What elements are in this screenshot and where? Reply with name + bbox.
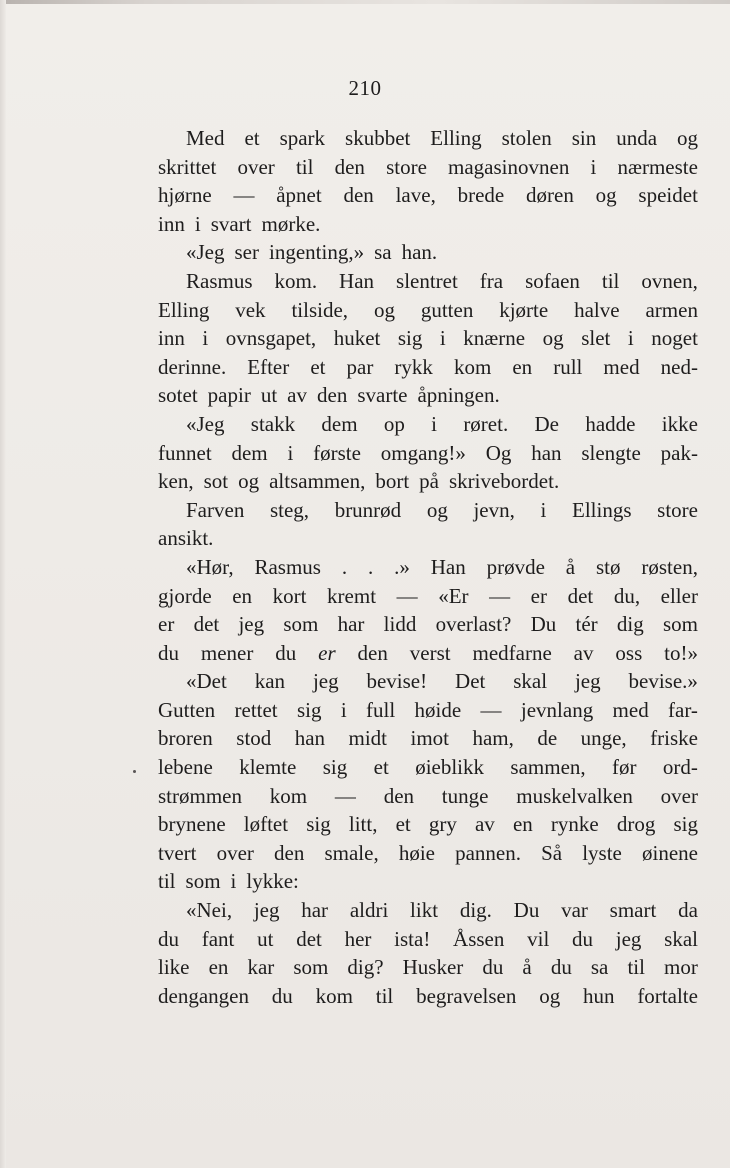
text-line (158, 496, 698, 525)
word: inn (158, 326, 185, 351)
word: slet (581, 326, 611, 351)
word: verst (409, 640, 451, 665)
word: du, (613, 583, 641, 608)
word: tilside, (291, 297, 349, 322)
word: «Jeg (186, 411, 225, 436)
word: og (542, 326, 564, 351)
word: hun (583, 983, 615, 1008)
word: kremt (327, 583, 377, 608)
word: den (274, 840, 305, 865)
word: han. (401, 240, 438, 265)
word: ser (234, 240, 259, 265)
text-line (158, 896, 698, 925)
word: skubbet (345, 126, 411, 150)
word: pak- (660, 440, 698, 465)
word: unge, (580, 726, 627, 751)
word: han (531, 440, 562, 465)
word: broren (158, 726, 213, 751)
word: hadde (585, 411, 636, 436)
word: op (383, 411, 405, 436)
word: kar (247, 955, 275, 980)
word: det (567, 583, 594, 608)
word: og (539, 983, 561, 1008)
text-line (158, 524, 698, 553)
word: noget (651, 326, 698, 351)
text-line (158, 439, 698, 468)
word: derinne. (158, 354, 227, 379)
word: kjørte (499, 297, 549, 322)
word: et (373, 755, 389, 780)
word: av (474, 812, 495, 837)
word: høie (398, 840, 435, 865)
word: du (158, 640, 179, 665)
word: sammen, (510, 755, 586, 780)
text-line (158, 296, 698, 325)
text-line (158, 467, 698, 496)
word: høide (414, 697, 462, 722)
word: kan (254, 669, 286, 694)
word: slengte (581, 440, 641, 465)
word: sig (322, 755, 348, 780)
word: dem (321, 411, 358, 436)
word: knærne (463, 326, 526, 351)
word: den (343, 183, 374, 208)
word: i (439, 326, 446, 351)
word: ord- (662, 755, 698, 780)
text-line (158, 238, 698, 267)
word: dem (231, 440, 268, 465)
word: altsammen, (269, 469, 366, 494)
word: fortalte (637, 983, 698, 1008)
word: like (158, 955, 190, 980)
word: vek (235, 297, 266, 322)
word: store (657, 497, 698, 522)
word: øinene (641, 840, 698, 865)
word: en (512, 812, 533, 837)
word: skrivebordet. (448, 469, 560, 494)
word: Med (186, 126, 225, 150)
word: .» (394, 554, 410, 579)
word: er (530, 583, 547, 608)
word: Og (485, 440, 512, 465)
word: jeg (238, 612, 265, 637)
word: i (540, 497, 547, 522)
word: gry (428, 812, 457, 837)
word: medfarne (472, 640, 552, 665)
word: Det (455, 669, 486, 694)
word: til (158, 869, 176, 894)
word: halve (574, 297, 620, 322)
word: far- (668, 697, 698, 722)
word: bort (375, 469, 410, 494)
text-line (158, 610, 698, 639)
word: ista! (394, 926, 431, 951)
word: og (373, 297, 395, 322)
word: ut (260, 383, 278, 408)
word: et (310, 354, 326, 379)
word: som (283, 612, 319, 637)
word: dig? (347, 955, 384, 980)
word: svart (210, 211, 252, 236)
word: De (534, 411, 560, 436)
word: tér (575, 612, 598, 637)
word: sa (590, 955, 609, 980)
word: i (230, 869, 237, 894)
word: har (301, 898, 329, 923)
word: Så (541, 840, 563, 865)
text-line (158, 124, 698, 153)
word: til (295, 154, 314, 179)
word: — (396, 583, 418, 608)
text-line (158, 724, 698, 753)
word: jeg (253, 898, 280, 923)
word: en (208, 955, 229, 980)
text-line (158, 782, 698, 811)
word: med (603, 354, 640, 379)
word: over (660, 783, 698, 808)
word: til (627, 955, 645, 980)
word: et (244, 126, 260, 150)
word: fra (479, 268, 504, 293)
word: og (426, 497, 448, 522)
word: sa (374, 240, 392, 265)
word: pannen. (455, 840, 521, 865)
word: rykk (394, 354, 433, 379)
word: i (627, 326, 634, 351)
word: å (522, 955, 532, 980)
word: kort (272, 583, 307, 608)
word: tvert (158, 840, 197, 865)
page-left-edge (0, 0, 6, 1168)
word: brunrød (334, 497, 402, 522)
word: rynke (550, 812, 599, 837)
word: døren (526, 183, 574, 208)
word: «Er (438, 583, 469, 608)
word: «Det (186, 669, 227, 694)
word: — (480, 697, 502, 722)
word: jeg (574, 669, 601, 694)
word: — (233, 183, 255, 208)
word: jevn, (473, 497, 515, 522)
word: brynene (158, 812, 226, 837)
word: i (287, 440, 294, 465)
word: da (678, 898, 698, 923)
word: lave, (395, 183, 436, 208)
word: over (216, 840, 254, 865)
word: i (340, 697, 347, 722)
word: kom (453, 354, 492, 379)
word: stakk (250, 411, 296, 436)
word: den (383, 783, 415, 808)
margin-mark (133, 770, 136, 773)
word: som (662, 612, 698, 637)
body-text (158, 124, 698, 1010)
word: sotet (158, 383, 198, 408)
word: Rasmus (254, 554, 321, 579)
word: ham, (472, 726, 514, 751)
text-line (158, 267, 698, 296)
word: sig (397, 326, 423, 351)
word: av (573, 640, 594, 665)
word: Du (530, 612, 557, 637)
word: skal (513, 669, 548, 694)
word: i (194, 211, 201, 236)
word: nærmeste (617, 154, 698, 179)
word: omgang!» (380, 440, 466, 465)
word: smart (609, 898, 657, 923)
word: som (185, 869, 221, 894)
word: imot (410, 726, 449, 751)
word: Farven (186, 497, 245, 522)
word: han (294, 726, 326, 751)
word: rull (553, 354, 583, 379)
word: inn (158, 211, 185, 236)
text-line (158, 410, 698, 439)
word: Han (430, 554, 466, 579)
word: de (537, 726, 558, 751)
word: ut (257, 926, 274, 951)
word: åpnet (276, 183, 322, 208)
word: gutten (420, 297, 474, 322)
word: kom. (274, 268, 318, 293)
word: «Jeg (186, 240, 225, 265)
word: lidd (383, 612, 417, 637)
word: magasinovnen (448, 154, 570, 179)
text-line (158, 667, 698, 696)
word: to!» (664, 640, 698, 665)
word: . (367, 554, 374, 579)
text-line (158, 810, 698, 839)
text-line (158, 839, 698, 868)
word: ingenting,» (269, 240, 365, 265)
word: mor (664, 955, 698, 980)
word: dengangen (158, 983, 249, 1008)
word: jevnlang (520, 697, 594, 722)
word: sin (571, 126, 597, 150)
word: du (275, 640, 297, 665)
word: kom (269, 783, 308, 808)
word: gjorde (158, 583, 212, 608)
word: røsten, (641, 554, 698, 579)
word: som (293, 955, 329, 980)
word: i (431, 411, 438, 436)
word: en (512, 354, 533, 379)
word: vil (527, 926, 550, 951)
word: sig (296, 697, 322, 722)
word: med (612, 697, 649, 722)
word: steg, (269, 497, 310, 522)
word: Gutten (158, 697, 216, 722)
word: Efter (247, 354, 290, 379)
word: spark (279, 126, 326, 150)
text-line (158, 153, 698, 182)
text-line (158, 753, 698, 782)
word: det (193, 612, 220, 637)
word: litt, (348, 812, 378, 837)
word: lykke: (246, 869, 299, 894)
word: svarte (357, 383, 408, 408)
word: å (565, 554, 576, 579)
text-line (158, 696, 698, 725)
word: tunge (441, 783, 489, 808)
word: til (375, 983, 394, 1008)
word: ansikt. (158, 526, 214, 551)
word: rettet (234, 697, 278, 722)
word: ikke (661, 411, 698, 436)
text-line (158, 925, 698, 954)
word: den (317, 383, 348, 408)
word: det (296, 926, 322, 951)
word: oss (615, 640, 643, 665)
word: og (238, 469, 260, 494)
word: røret. (463, 411, 509, 436)
word: den (357, 640, 388, 665)
word: du (572, 926, 594, 951)
word: et (395, 812, 411, 837)
word: lyste (582, 840, 622, 865)
word: sofaen (525, 268, 580, 293)
word: Rasmus (186, 268, 253, 293)
text-line (158, 181, 698, 210)
word: full (366, 697, 396, 722)
text-line (158, 639, 698, 668)
word: «Nei, (186, 898, 233, 923)
word: begravelsen (416, 983, 517, 1008)
word: du (271, 983, 293, 1008)
word: midt (348, 726, 388, 751)
word: dig (616, 612, 644, 637)
word: papir (207, 383, 251, 408)
word: Han (339, 268, 375, 293)
word: stolen (501, 126, 552, 150)
word: er (318, 640, 336, 665)
word: kom (315, 983, 353, 1008)
word: — (334, 783, 356, 808)
word: på (419, 469, 439, 494)
word: stod (236, 726, 272, 751)
word: — (489, 583, 511, 608)
word: mørke. (261, 211, 321, 236)
word: prøvde (486, 554, 545, 579)
word: sig (673, 812, 698, 837)
word: bevise! (366, 669, 428, 694)
word: par (346, 354, 374, 379)
word: eller (660, 583, 698, 608)
word: ovnsgapet, (225, 326, 317, 351)
word: sig (306, 812, 331, 837)
word: av (287, 383, 307, 408)
word: mener (200, 640, 254, 665)
word: har (337, 612, 365, 637)
word: du (482, 955, 504, 980)
word: ken, (158, 469, 194, 494)
word: «Hør, (186, 554, 234, 579)
word: til (601, 268, 620, 293)
word: en (232, 583, 253, 608)
page-top-edge (0, 0, 730, 4)
word: var (561, 898, 588, 923)
word: og (595, 183, 617, 208)
word: . (341, 554, 348, 579)
word: ned- (660, 354, 698, 379)
word: skal (664, 926, 698, 951)
word: hjørne (158, 183, 212, 208)
word: du (158, 926, 179, 951)
text-line (158, 353, 698, 382)
word: dig. (459, 898, 492, 923)
word: drog (616, 812, 656, 837)
word: store (386, 154, 427, 179)
word: brede (457, 183, 505, 208)
word: Åssen (453, 926, 505, 951)
word: jeg (312, 669, 339, 694)
text-line (158, 210, 698, 239)
word: skrittet (158, 154, 217, 179)
word: jeg (615, 926, 642, 951)
word: overlast? (435, 612, 512, 637)
word: over (237, 154, 275, 179)
word: du (550, 955, 572, 980)
word: ovnen, (641, 268, 698, 293)
text-line (158, 982, 698, 1011)
text-line (158, 381, 698, 410)
text-line (158, 324, 698, 353)
word: likt (410, 898, 439, 923)
word: unda (616, 126, 658, 150)
word: lebene (158, 755, 213, 780)
text-line (158, 553, 698, 582)
word: Du (513, 898, 540, 923)
word: i (590, 154, 597, 179)
word: muskelvalken (516, 783, 633, 808)
word: klemte (239, 755, 297, 780)
word: armen (645, 297, 698, 322)
word: her (344, 926, 372, 951)
word: smale, (324, 840, 379, 865)
word: funnet (158, 440, 212, 465)
word: Husker (402, 955, 464, 980)
word: løftet (243, 812, 289, 837)
text-line (158, 582, 698, 611)
text-line (158, 953, 698, 982)
text-line (158, 867, 698, 896)
word: slentret (396, 268, 458, 293)
word: er (158, 612, 175, 637)
word: bevise.» (628, 669, 698, 694)
page-number: 210 (348, 76, 382, 100)
word: strømmen (158, 783, 242, 808)
word: friske (650, 726, 698, 751)
word: speidet (638, 183, 698, 208)
word: åpningen. (417, 383, 500, 408)
word: første (313, 440, 361, 465)
word: huket (333, 326, 381, 351)
word: før (612, 755, 637, 780)
word: sot (203, 469, 229, 494)
word: stø (596, 554, 621, 579)
word: den (334, 154, 365, 179)
word: aldri (349, 898, 389, 923)
word: og (676, 126, 698, 150)
word: fant (201, 926, 235, 951)
word: Elling (158, 297, 210, 322)
word: i (202, 326, 209, 351)
word: øieblikk (415, 755, 485, 780)
word: Elling (430, 126, 482, 150)
word: Ellings (572, 497, 632, 522)
